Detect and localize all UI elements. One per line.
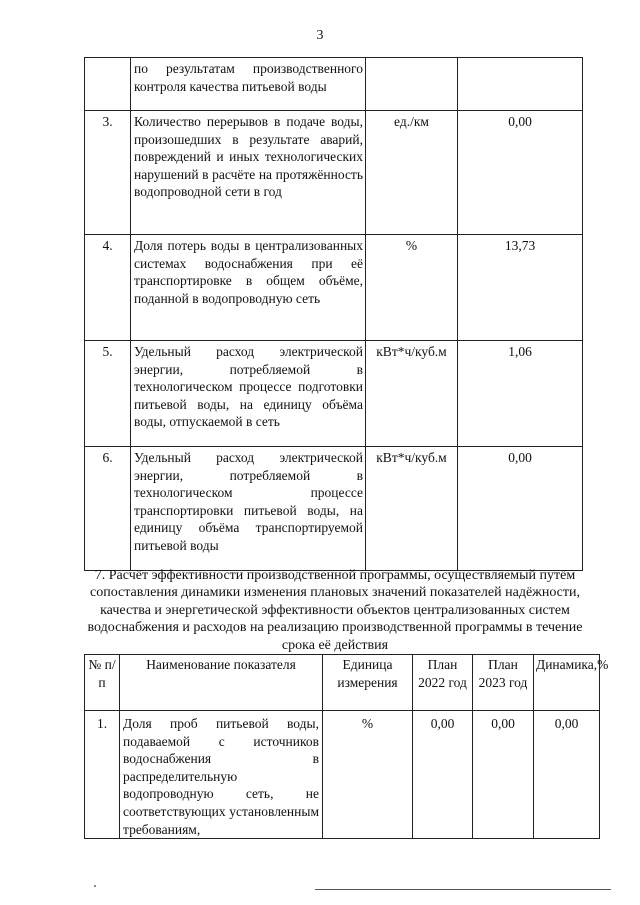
- table-row: [85, 447, 583, 571]
- value-cell: 0,00: [458, 447, 583, 571]
- table-row: [85, 711, 600, 839]
- value-cell: 13,73: [458, 235, 583, 341]
- header-number: № п/п: [85, 655, 120, 711]
- dynamics-cell: 0,00: [534, 711, 600, 839]
- efficiency-table: [84, 654, 609, 839]
- table-row: [85, 58, 583, 111]
- table-header-row: [85, 655, 600, 711]
- header-unit: Единица измерения: [323, 655, 413, 711]
- table-row: [85, 111, 583, 235]
- table-row: [85, 235, 583, 341]
- header-dynamics: Динамика,%: [534, 655, 600, 711]
- row-number: 3.: [85, 111, 131, 235]
- value-cell: 1,06: [458, 341, 583, 447]
- indicator-name: Доля проб питьевой воды, подаваемой с источников водоснабжения в распределительную водопроводную сеть, не соответствующих установленным требованиям,: [120, 711, 323, 839]
- footer-rule: [315, 889, 611, 890]
- indicator-name: Удельный расход электрической энергии, потребляемой в технологическом процессе транспортировки питьевой воды, на единицу объёма транспортируемой питьевой воды: [131, 447, 366, 571]
- value-cell: 0,00: [458, 111, 583, 235]
- scan-dot: [94, 885, 96, 887]
- row-number: [85, 58, 131, 111]
- plan-2023-cell: 0,00: [473, 711, 534, 839]
- row-number: 6.: [85, 447, 131, 571]
- page-number: 3: [316, 28, 324, 43]
- unit-cell: %: [323, 711, 413, 839]
- unit-cell: кВт*ч/куб.м: [366, 447, 458, 571]
- indicator-name: по результатам производственного контроля качества питьевой воды: [131, 58, 366, 111]
- table-row: [85, 341, 583, 447]
- header-plan-2023: План 2023 год: [473, 655, 534, 711]
- indicators-table: [84, 57, 583, 571]
- indicator-name: Количество перерывов в подаче воды, произошедших в результате аварий, повреждений и иных технологических нарушений в расчёте на протяжённость водопроводной сети в год: [131, 111, 366, 235]
- unit-cell: кВт*ч/куб.м: [366, 341, 458, 447]
- row-number: 4.: [85, 235, 131, 341]
- section-7-heading: 7. Расчёт эффективности производственной программы, осуществляемый путём сопоставления динамики изменения плановых значений показателей надёжности, качества и энергетической эффективности объектов централизованных систем водоснабжения и расходов на реализацию производственной программы в течение срока её действия: [87, 568, 583, 653]
- header-name: Наименование показателя: [120, 655, 323, 711]
- row-number: 1.: [85, 711, 120, 839]
- indicator-name: Удельный расход электрической энергии, потребляемой в технологическом процессе подготовки питьевой воды, на единицу объёма воды, отпускаемой в сеть: [131, 341, 366, 447]
- indicator-name: Доля потерь воды в централизованных системах водоснабжения при её транспортировке в общем объёме, поданной в водопроводную сеть: [131, 235, 366, 341]
- unit-cell: %: [366, 235, 458, 341]
- value-cell: [458, 58, 583, 111]
- header-plan-2022: План 2022 год: [413, 655, 473, 711]
- unit-cell: [366, 58, 458, 111]
- plan-2022-cell: 0,00: [413, 711, 473, 839]
- unit-cell: ед./км: [366, 111, 458, 235]
- row-number: 5.: [85, 341, 131, 447]
